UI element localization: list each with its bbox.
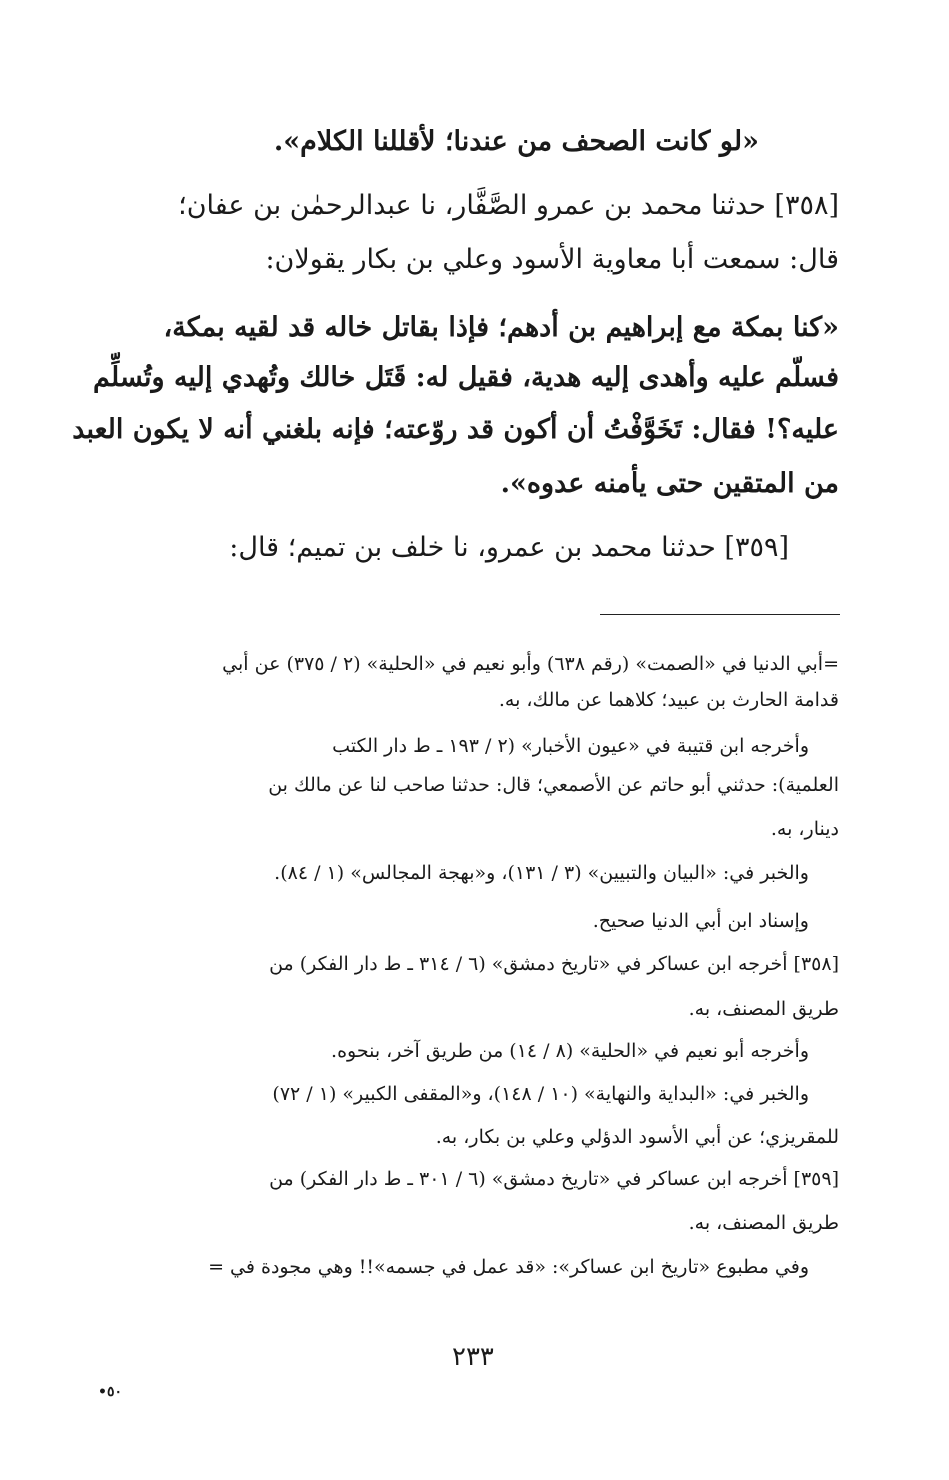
footnote-line-8: [٣٥٨] أخرجه ابن عساكر في «تاريخ دمشق» (٦ / ٣١٤ ـ ط دار الفكر) من — [269, 953, 839, 975]
page-number: ٢٣٣ — [452, 1342, 494, 1372]
footnote-line-11: والخبر في: «البداية والنهاية» (١٠ / ١٤٨)، و«المقفى الكبير» (١ / ٧٢) — [272, 1083, 809, 1105]
main-line-5: فسلّم عليه وأهدى إليه هدية، فقيل له: قَتَل خالك وتُهدي إليه وتُسلِّم — [93, 362, 839, 393]
main-line-1: «لو كانت الصحف من عندنا؛ لأقللنا الكلام». — [273, 126, 759, 157]
footnote-line-1: =أبي الدنيا في «الصمت» (رقم ٦٣٨) وأبو نعيم في «الحلية» (٢ / ٣٧٥) عن أبي — [222, 653, 839, 675]
footnote-line-12: للمقريزي؛ عن أبي الأسود الدؤلي وعلي بن بكار، به. — [435, 1126, 839, 1148]
main-line-3: قال: سمعت أبا معاوية الأسود وعلي بن بكار يقولان: — [265, 244, 839, 275]
footnote-divider — [600, 614, 840, 615]
main-line-4: «كنا بمكة مع إبراهيم بن أدهم؛ فإذا بقاتل خاله قد لقيه بمكة، — [163, 312, 839, 343]
footnote-line-14: طريق المصنف، به. — [688, 1212, 839, 1234]
main-line-7: من المتقين حتى يأمنه عدوه». — [500, 468, 839, 499]
main-line-2: [٣٥٨] حدثنا محمد بن عمرو الصَّفَّار، نا عبدالرحمٰن بن عفان؛ — [178, 190, 839, 221]
footnote-line-7: وإسناد ابن أبي الدنيا صحيح. — [592, 910, 809, 932]
footnote-line-2: قدامة الحارث بن عبيد؛ كلاهما عن مالك، به. — [498, 689, 839, 711]
bottom-mark: •٥٠ — [98, 1384, 122, 1400]
footnote-line-10: وأخرجه أبو نعيم في «الحلية» (٨ / ١٤) من طريق آخر، بنحوه. — [331, 1040, 809, 1062]
main-line-8: [٣٥٩] حدثنا محمد بن عمرو، نا خلف بن تميم؛ قال: — [229, 532, 789, 563]
footnote-line-3: وأخرجه ابن قتيبة في «عيون الأخبار» (٢ / ١٩٣ ـ ط دار الكتب — [332, 735, 809, 757]
main-line-6: عليه؟! فقال: تَخَوَّفْتُ أن أكون قد روّعته؛ فإنه بلغني أنه لا يكون العبد — [72, 414, 839, 445]
footnote-line-6: والخبر في: «البيان والتبيين» (٣ / ١٣١)، و«بهجة المجالس» (١ / ٨٤). — [274, 862, 809, 884]
footnote-line-5: دينار، به. — [770, 818, 839, 840]
footnote-line-4: العلمية): حدثني أبو حاتم عن الأصمعي؛ قال: حدثنا صاحب لنا عن مالك بن — [268, 774, 839, 796]
footnote-line-13: [٣٥٩] أخرجه ابن عساكر في «تاريخ دمشق» (٦ / ٣٠١ ـ ط دار الفكر) من — [269, 1168, 839, 1190]
footnote-line-9: طريق المصنف، به. — [688, 998, 839, 1020]
footnote-line-15: وفي مطبوع «تاريخ ابن عساكر»: «قد عمل في جسمه»!! وهي مجودة في = — [208, 1256, 809, 1278]
